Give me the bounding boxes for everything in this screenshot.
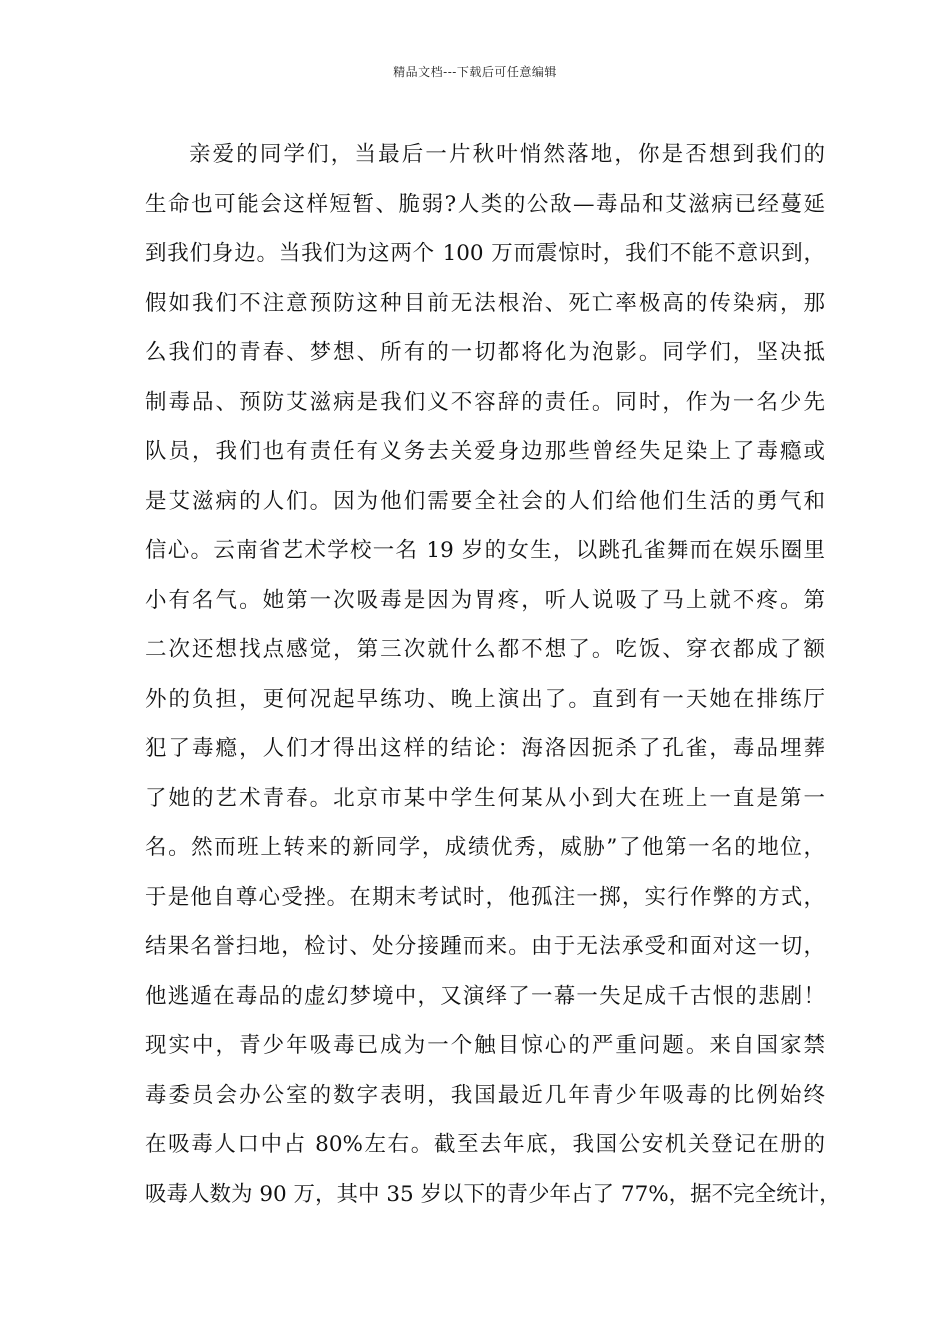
- text-line: 现实中，青少年吸毒已成为一个触目惊心的严重问题。来自国家禁: [145, 1033, 825, 1058]
- text-line: 在吸毒人口中占 80%左右。截至去年底，我国公安机关登记在册的: [145, 1132, 825, 1157]
- text-line: 犯了毒瘾，人们才得出这样的结论：海洛因扼杀了孔雀，毒品埋葬: [145, 736, 825, 761]
- page-header: 精品文档---下载后可任意编辑: [393, 65, 557, 79]
- text-line: 结果名誉扫地，检讨、处分接踵而来。由于无法承受和面对这一切，: [145, 934, 825, 959]
- text-line: 名。然而班上转来的新同学，成绩优秀，威胁”了他第一名的地位，: [145, 835, 825, 860]
- text-line: 二次还想找点感觉，第三次就什么都不想了。吃饭、穿衣都成了额: [145, 637, 825, 662]
- text-line: 小有名气。她第一次吸毒是因为胃疼，听人说吸了马上就不疼。第: [145, 587, 825, 613]
- text-line: 了她的艺术青春。北京市某中学生何某从小到大在班上一直是第一: [145, 785, 825, 811]
- text-line: 亲爱的同学们，当最后一片秋叶悄然落地，你是否想到我们的: [189, 142, 825, 167]
- text-line: 于是他自尊心受挫。在期末考试时，他孤注一掷，实行作弊的方式，: [145, 884, 825, 910]
- document-body: [145, 130, 841, 1219]
- text-line: 队员，我们也有责任有义务去关爱身边那些曾经失足染上了毒瘾或: [145, 439, 825, 464]
- text-line: 外的负担，更何况起早练功、晚上演出了。直到有一天她在排练厅: [145, 686, 825, 712]
- text-line: 生命也可能会这样短暂、脆弱?人类的公敌—毒品和艾滋病已经蔓延: [145, 191, 825, 217]
- text-line: 信心。云南省艺术学校一名 19 岁的女生，以跳孔雀舞而在娱乐圈里: [145, 538, 825, 563]
- text-line: 吸毒人数为 90 万，其中 35 岁以下的青少年占了 77%，据不完全统计，: [145, 1181, 841, 1207]
- text-line: 到我们身边。当我们为这两个 100 万而震惊时，我们不能不意识到，: [145, 241, 825, 266]
- text-line: 是艾滋病的人们。因为他们需要全社会的人们给他们生活的勇气和: [145, 488, 825, 514]
- text-line: 么我们的青春、梦想、所有的一切都将化为泡影。同学们，坚决抵: [145, 340, 825, 365]
- text-line: 他逃遁在毒品的虚幻梦境中，又演绎了一幕一失足成千古恨的悲剧！: [145, 983, 825, 1009]
- text-line: 假如我们不注意预防这种目前无法根治、死亡率极高的传染病，那: [145, 290, 825, 316]
- text-line: 毒委员会办公室的数字表明，我国最近几年青少年吸毒的比例始终: [145, 1082, 825, 1108]
- text-line: 制毒品、预防艾滋病是我们义不容辞的责任。同时，作为一名少先: [145, 389, 825, 415]
